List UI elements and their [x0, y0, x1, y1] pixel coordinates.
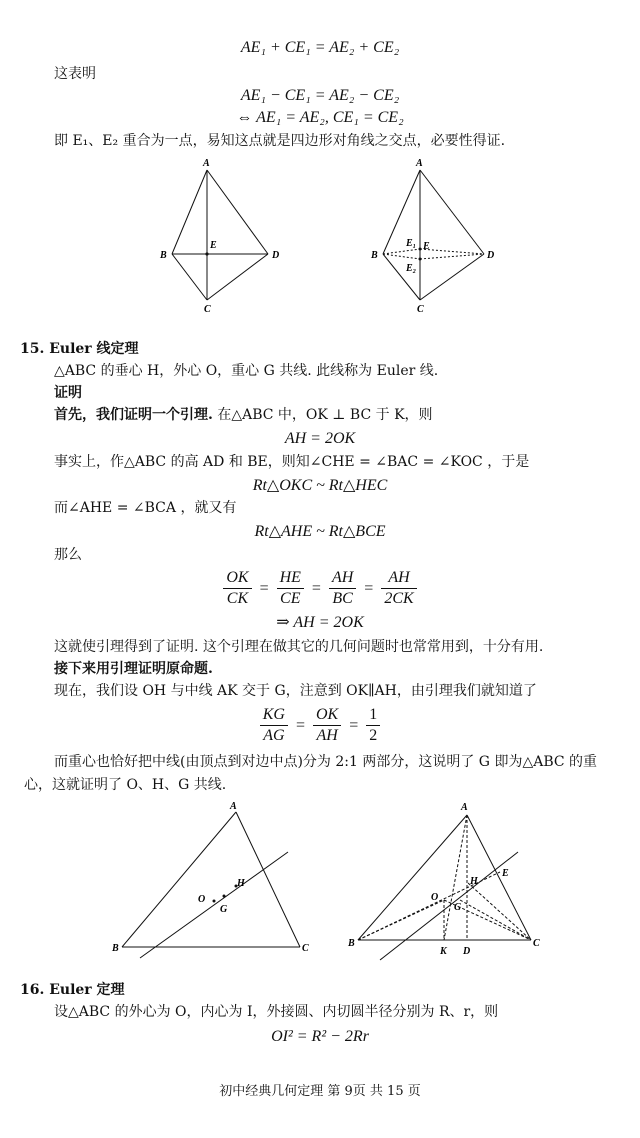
label-a: A — [203, 158, 210, 169]
section-16-heading: 16. Euler 定理 — [20, 982, 125, 998]
equation-equiv: ⇔ AE₁ = AE₂, CE₁ = CE₂ — [236, 109, 404, 126]
fraction: $\frac{1}{2}$ — [366, 705, 380, 746]
label-c2: C — [417, 304, 424, 315]
label-a4: A — [461, 802, 468, 813]
quadrilateral-left — [172, 170, 268, 300]
label-a3: A — [230, 801, 237, 812]
label-a2: A — [416, 158, 423, 169]
label-b: B — [160, 250, 167, 261]
label-h: H — [237, 878, 245, 889]
label-c4: C — [533, 938, 540, 949]
label-e1: E₁ — [406, 238, 417, 249]
this-shows-text: 这表明 — [54, 66, 96, 82]
next-step: 接下来用引理证明原命题. — [54, 661, 213, 677]
label-g2: G — [454, 902, 462, 913]
label-o: O — [198, 894, 206, 905]
label-d: D — [272, 250, 280, 261]
lemma-equation: AH = 2OK — [284, 430, 356, 447]
label-o2: O — [431, 892, 439, 903]
euler-formula: OI² = R² − 2Rr — [271, 1028, 369, 1045]
centroid-line-1: 而重心也恰好把中线(由顶点到对边中点)分为 2:1 两部分，这说明了 G 即为△ABC 的重 — [54, 754, 598, 770]
equation-diff: AE₁ − CE₁ = AE₂ − CE₂ — [240, 87, 400, 104]
label-g: G — [220, 904, 228, 915]
lemma-intro-rest: 在△ABC 中，OK ⊥ BC 于 K，则 — [212, 407, 433, 423]
label-d2: D — [487, 250, 495, 261]
quadrilateral-figures — [150, 152, 510, 322]
label-e3: E — [502, 868, 509, 879]
fraction: $\frac{KG}{AG}$ — [260, 705, 288, 746]
centroid-line-2: 心，这就证明了 O、H、G 共线. — [24, 777, 227, 793]
label-e2-top: E — [423, 241, 430, 252]
lemma-intro-bold: 首先，我们证明一个引理. — [54, 407, 213, 423]
euler-statement: △ABC 的垂心 H，外心 O，重心 G 共线. 此线称为 Euler 线. — [54, 363, 439, 379]
then-text: 那么 — [54, 547, 82, 563]
euler-line-figures — [100, 800, 560, 965]
section-15-heading: 15. Euler 线定理 — [20, 341, 139, 357]
proof-label: 证明 — [54, 385, 82, 401]
label-c: C — [204, 304, 211, 315]
label-d3: D — [463, 946, 471, 957]
label-e2: E₂ — [406, 263, 417, 274]
fact-line: 事实上，作△ABC 的高 AD 和 BE，则知∠CHE = ∠BAC = ∠KOC ，于是 — [54, 454, 530, 470]
page-footer: 初中经典几何定理 第 9页 共 15 页 — [219, 1084, 421, 1099]
fraction: $\frac{AH}{2CK}$ — [381, 568, 416, 609]
triangle-right — [358, 815, 531, 960]
label-k: K — [440, 946, 447, 957]
implies-equation: ⇒ AH = 2OK — [276, 614, 364, 631]
similarity-2: Rt△AHE ~ Rt△BCE — [254, 523, 386, 540]
now-line: 现在，我们设 OH 与中线 AK 交于 G，注意到 OK∥AH，由引理我们就知道了 — [54, 683, 537, 699]
label-b4: B — [348, 938, 355, 949]
label-e: E — [210, 240, 217, 251]
and-line: 而∠AHE = ∠BCA ，就又有 — [54, 500, 237, 516]
label-b2: B — [371, 250, 378, 261]
fraction: $\frac{AH}{BC}$ — [329, 568, 356, 609]
lemma-done: 这就使引理得到了证明. 这个引理在做其它的几何问题时也常常用到，十分有用. — [54, 639, 544, 655]
label-c3: C — [302, 943, 309, 954]
necessity-conclusion: 即 E₁、E₂ 重合为一点，易知这点就是四边形对角线之交点，必要性得证. — [54, 133, 506, 149]
label-b3: B — [112, 943, 119, 954]
fraction-chain: $\frac{OK}{CK}$ = $\frac{HE}{CE}$ = $\frac{AH}{BC}$ = $\frac{AH}{2CK}$ — [0, 568, 640, 609]
euler-theorem-statement: 设△ABC 的外心为 O，内心为 I，外接圆、内切圆半径分别为 R、r，则 — [54, 1004, 499, 1020]
lemma-intro — [54, 405, 433, 425]
quadrilateral-right — [383, 170, 484, 300]
ratio-chain: $\frac{KG}{AG}$ = $\frac{OK}{AH}$ = $\frac{1}{2}$ — [0, 705, 640, 746]
fraction: $\frac{OK}{AH}$ — [313, 705, 341, 746]
label-h2: H — [470, 876, 478, 887]
fraction: $\frac{HE}{CE}$ — [277, 568, 304, 609]
similarity-1: Rt△OKC ~ Rt△HEC — [252, 477, 388, 494]
fraction: $\frac{OK}{CK}$ — [223, 568, 251, 609]
triangle-left — [122, 812, 300, 958]
equation-sum: AE₁ + CE₁ = AE₂ + CE₂ — [240, 39, 400, 56]
